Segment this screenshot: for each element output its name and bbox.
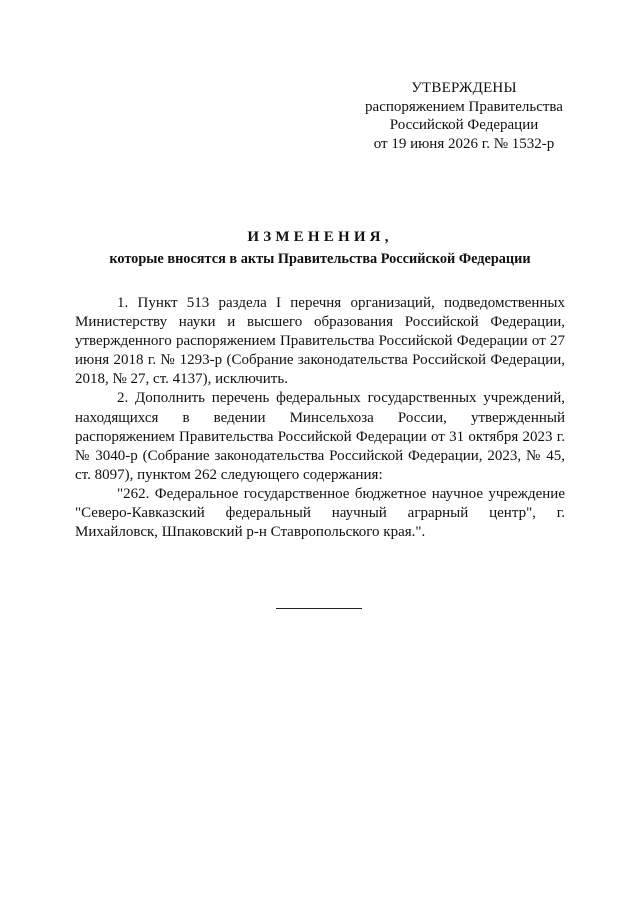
document-body [75,294,565,542]
paragraph-3: "262. Федеральное государственное бюджетное научное учреждение "Северо-Кавказский федеральный научный аграрный центр", г. Михайловск, Шпаковский р-н Ставропольского края.". [75,485,565,541]
end-divider [276,608,362,609]
approval-title: УТВЕРЖДЕНЫ [411,80,517,96]
document-heading: ИЗМЕНЕНИЯ, [247,229,393,245]
approval-line-1: распоряжением Правительства [365,98,563,115]
paragraph-2: 2. Дополнить перечень федеральных государственных учреждений, находящихся в ведении Минсельхоза России, утвержденный распоряжением Правительства Российской Федерации от 31 октября 2023 г. № 3040-р (Собрание законодательства Российской Федерации, 2023, № 45, ст. 8097), пунктом 262 следующего содержания: [75,390,565,483]
approval-line-2: Российской Федерации [389,117,539,133]
document-subheading: которые вносятся в акты Правительства Российской Федерации [109,251,531,267]
approval-block [330,79,598,153]
approval-line-3: от 19 июня 2026 г. № 1532-р [373,135,555,152]
paragraph-1: 1. Пункт 513 раздела I перечня организаций, подведомственных Министерству науки и высшего образования Российской Федерации, утвержденного распоряжением Правительства Российской Федерации от 27 июня 2018 г. № 1293-р (Собрание законодательства Российской Федерации, 2018, № 27, ст. 4137), исключить. [75,295,565,388]
